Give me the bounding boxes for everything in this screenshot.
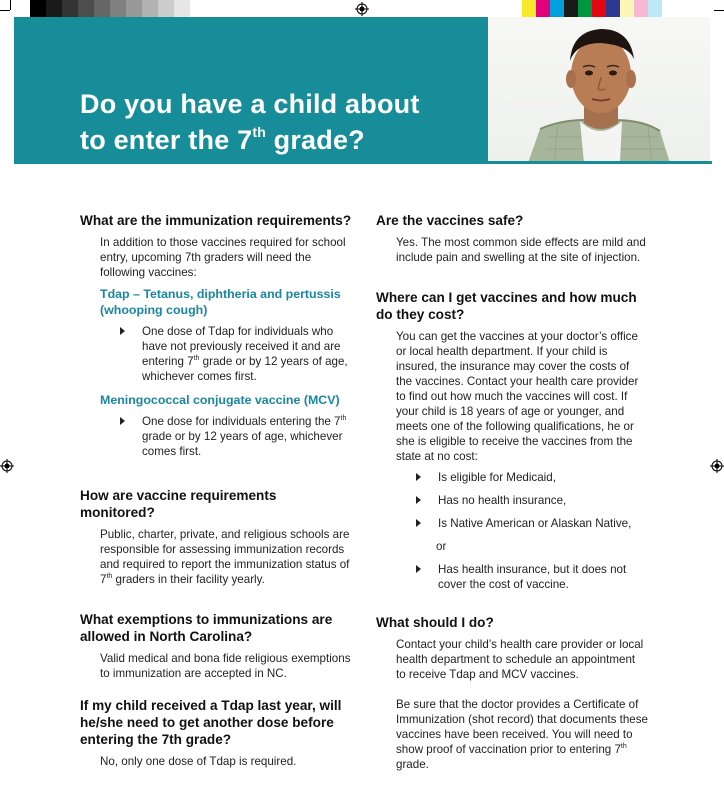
subheading-mcv: Meningococcal conjugate vaccine (MCV) — [100, 393, 340, 407]
title-superscript: th — [252, 124, 266, 140]
superscript: th — [620, 743, 627, 751]
list-item — [416, 516, 648, 531]
bullet-icon — [120, 327, 125, 335]
qualification-medicaid: Is eligible for Medicaid, — [438, 471, 556, 484]
bullet-icon — [416, 519, 421, 527]
grayscale-swatch — [126, 0, 142, 17]
bullet-icon — [416, 473, 421, 481]
list-item — [120, 324, 352, 384]
color-calibration-bar — [522, 0, 676, 17]
list-item — [416, 562, 648, 592]
color-swatch — [606, 0, 620, 17]
tdap-last-year-text: No, only one dose of Tdap is required. — [100, 755, 297, 768]
heading-vaccines-safe: Are the vaccines safe? — [376, 213, 524, 228]
spacer — [376, 265, 648, 289]
crop-mark-top-left-v — [10, 0, 11, 10]
grayscale-bar — [30, 0, 190, 17]
where-cost-text: You can get the vaccines at your doctor’s office or local health department. If your child is insured, the insurance may cover the costs of the vaccines. Contact your health care provider to find out how much the vaccines will cost. If your child is 18 years of age or younger, and meets one of the following qualifications, he or she is eligible to receive the vaccines from the state at no cost: — [396, 330, 639, 463]
bullet-icon — [416, 496, 421, 504]
color-swatch — [662, 0, 676, 17]
heading-monitored: How are vaccine requirements monitored? — [80, 488, 277, 520]
monitored-text-b: graders in their facility yearly. — [112, 573, 265, 586]
immunization-requirements-text: In addition to those vaccines required for school entry, upcoming 7th graders will need the following vaccines: — [100, 236, 346, 279]
list-item — [120, 414, 352, 459]
color-swatch — [564, 0, 578, 17]
color-swatch — [578, 0, 592, 17]
spacer — [80, 467, 352, 487]
bullet-icon — [416, 565, 421, 573]
spacer — [376, 600, 648, 614]
heading-what-should-i-do: What should I do? — [376, 615, 494, 630]
child-portrait-icon — [488, 17, 710, 163]
bullet-icon — [120, 417, 125, 425]
grayscale-swatch — [78, 0, 94, 17]
grayscale-swatch — [62, 0, 78, 17]
color-swatch — [620, 0, 634, 17]
page-title — [80, 86, 470, 158]
monitored-text-a: Public, charter, private, and religious schools are responsible for assessing immunization records and required to report the immunization status of 7 — [100, 528, 350, 586]
grayscale-swatch — [30, 0, 46, 17]
spacer — [80, 681, 352, 697]
mcv-text: One dose for individuals entering the 7 — [142, 415, 341, 428]
superscript: th — [106, 573, 113, 581]
superscript: th — [193, 355, 200, 363]
crop-mark-top-right-h — [714, 10, 724, 11]
qualification-no-insurance: Has no health insurance, — [438, 494, 567, 507]
subheading-tdap: Tdap – Tetanus, diphtheria and pertussis (whooping cough) — [100, 287, 341, 317]
qualification-native: Is Native American or Alaskan Native, — [438, 517, 632, 530]
child-photo — [488, 17, 710, 163]
title-line-1: Do you have a child about — [80, 89, 420, 119]
left-column — [80, 212, 352, 769]
or-label: or — [436, 540, 447, 553]
registration-mark-top-icon — [355, 2, 369, 16]
certificate-text-a: Be sure that the doctor provides a Certificate of Immunization (shot record) that documents these vaccines have been received. You will need to show proof of vaccination prior to entering 7 — [396, 698, 648, 756]
list-item — [416, 493, 648, 508]
heading-tdap-last-year: If my child received a Tdap last year, will he/she need to get another dose before entering the 7th grade? — [80, 698, 342, 747]
spacer — [80, 587, 352, 611]
tdap-text-end: grade or by 12 years of age, whichever comes first. — [142, 355, 348, 383]
right-column — [376, 212, 648, 772]
color-swatch — [592, 0, 606, 17]
what-to-do-text: Contact your child’s health care provider or local health department to schedule an appointment to receive Tdap and MCV vaccines. — [396, 638, 644, 681]
grayscale-swatch — [174, 0, 190, 17]
grayscale-swatch — [46, 0, 62, 17]
grayscale-swatch — [142, 0, 158, 17]
grayscale-swatch — [158, 0, 174, 17]
list-item — [416, 470, 648, 485]
superscript: th — [340, 415, 347, 423]
grayscale-swatch — [110, 0, 126, 17]
title-line-2-end: grade? — [265, 125, 365, 155]
crop-mark-top-left-h — [0, 10, 10, 11]
color-swatch — [550, 0, 564, 17]
mcv-text-end: grade or by 12 years of age, whichever comes first. — [142, 430, 343, 458]
exemptions-text: Valid medical and bona fide religious exemptions to immunization are accepted in NC. — [100, 652, 351, 680]
heading-exemptions: What exemptions to immunizations are allowed in North Carolina? — [80, 612, 333, 644]
registration-mark-left-icon — [0, 459, 14, 473]
monitored-text — [100, 527, 352, 587]
heading-where-cost: Where can I get vaccines and how much do they cost? — [376, 290, 637, 322]
tdap-text: One dose of Tdap for individuals who have not previously received it and are entering 7 — [142, 325, 341, 368]
color-swatch — [522, 0, 536, 17]
registration-mark-right-icon — [710, 459, 724, 473]
header-rule — [14, 161, 712, 164]
qualification-underinsured: Has health insurance, but it does not cover the cost of vaccine. — [438, 563, 627, 591]
vaccines-safe-text: Yes. The most common side effects are mild and include pain and swelling at the site of injection. — [396, 236, 646, 264]
certificate-text-b: grade. — [396, 758, 429, 771]
grayscale-swatch — [94, 0, 110, 17]
color-swatch — [648, 0, 662, 17]
title-line-2: to enter the 7 — [80, 125, 253, 155]
color-swatch — [536, 0, 550, 17]
certificate-text — [396, 697, 648, 772]
color-swatch — [634, 0, 648, 17]
heading-immunization-requirements: What are the immunization requirements? — [80, 213, 352, 228]
